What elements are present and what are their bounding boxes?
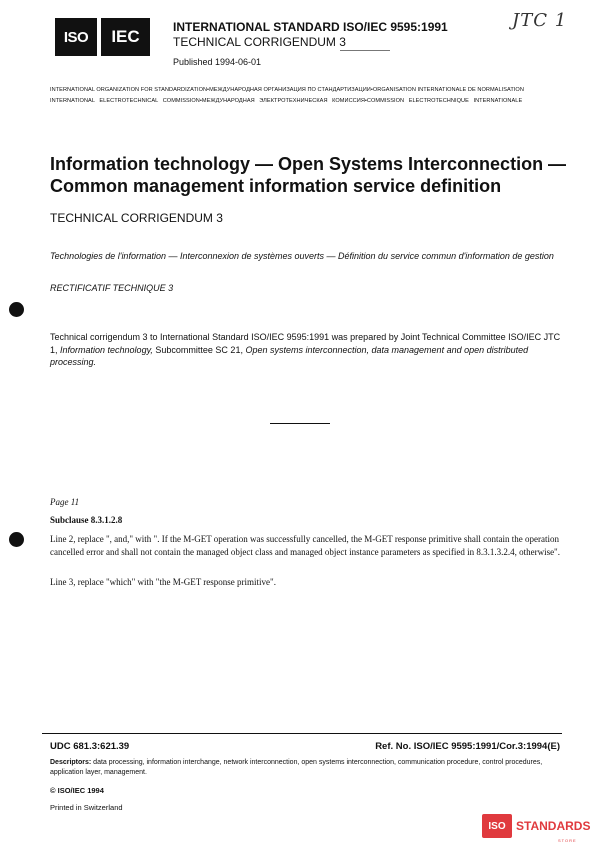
title-line-1: Information technology — Open Systems Interconnection — — [50, 154, 567, 174]
header-underline — [340, 50, 390, 51]
handwritten-note: JTC 1 — [512, 10, 568, 31]
title-line-2: Common management information service definition — [50, 176, 502, 196]
margin-bullet — [9, 302, 24, 317]
foreword-italic-subcommittee: Open systems interconnection, data management and open distributed processing. — [50, 344, 529, 367]
corrigendum-label: TECHNICAL CORRIGENDUM 3 — [50, 211, 223, 225]
org-line-iec: INTERNATIONAL ELECTROTECHNICAL COMMISSION•МЕЖДУНАРОДНАЯ ЭЛЕКТРОТЕХНИЧЕСКАЯ КОМИССИЯ•COMMISSION ELECTROTECHNIQUE INTERNATIONALE — [50, 98, 523, 104]
corrigendum-number: TECHNICAL CORRIGENDUM 3 — [173, 35, 346, 49]
descriptors — [50, 758, 565, 778]
margin-bullet — [9, 532, 24, 547]
standard-number: INTERNATIONAL STANDARD ISO/IEC 9595:1991 — [173, 20, 448, 34]
copyright: © ISO/IEC 1994 — [50, 786, 104, 795]
watermark-iso-badge: ISO — [482, 814, 512, 838]
iec-logo: IEC — [101, 18, 150, 56]
iso-logo: ISO — [55, 18, 97, 56]
iso-iec-logo — [55, 18, 150, 56]
french-title: Technologies de l'information — Interconnexion de systèmes ouverts — Définition du service commun d'information de gestion — [50, 251, 554, 261]
descriptors-label: Descriptors: — [50, 759, 92, 766]
correction-line-2: Line 2, replace ", and," with ". If the M-GET operation was successfully cancelled, the M-GET response primitive shall contain the operation cancelled error and shall not contain the managed object class and managed object instance parameters as specified in 8.3.1.3.2.4, otherwise". — [50, 534, 560, 557]
org-line-iso: INTERNATIONAL ORGANIZATION FOR STANDARDIZATION•МЕЖДУНАРОДНАЯ ОРГАНИЗАЦИЯ ПО СТАНДАРТИЗАЦИИ•ORGANISATION INTERNATIONALE DE NORMALISATION — [50, 87, 524, 93]
foreword-text: Technical corrigendum 3 to International Standard ISO/IEC 9595:1991 was prepared by Joint Technical Committee ISO/IEC JTC 1, — [50, 332, 561, 355]
published-date: Published 1994-06-01 — [173, 57, 262, 67]
subclause-heading: Subclause 8.3.1.2.8 — [50, 515, 123, 525]
foreword-text-sc: Subcommittee SC 21, — [152, 344, 246, 355]
iso-standards-store-watermark — [482, 814, 591, 843]
watermark-text: STANDARDS — [516, 819, 591, 833]
descriptors-text: data processing, information interchange, network interconnection, open systems interconnection, communication procedure, control procedures, application layer, management. — [50, 759, 543, 776]
foreword-paragraph — [50, 331, 570, 369]
document-title — [50, 153, 570, 197]
footer-rule — [42, 733, 562, 734]
section-divider — [270, 423, 330, 424]
udc-number: UDC 681.3:621.39 — [50, 741, 130, 752]
watermark-sub: STORE — [558, 838, 577, 843]
page-reference: Page 11 — [50, 497, 80, 507]
printed-in: Printed in Switzerland — [50, 803, 123, 812]
reference-number: Ref. No. ISO/IEC 9595:1991/Cor.3:1994(E) — [375, 741, 560, 752]
french-corrigendum-label: RECTIFICATIF TECHNIQUE 3 — [50, 283, 174, 293]
correction-line-3: Line 3, replace "which" with "the M-GET response primitive". — [50, 577, 276, 587]
foreword-italic-committee: Information technology, — [60, 344, 153, 355]
